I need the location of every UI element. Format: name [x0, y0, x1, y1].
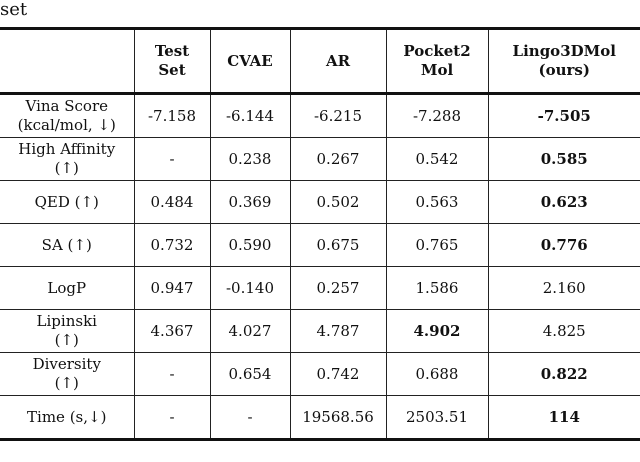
table-row: [0, 396, 640, 440]
value-cell: -7.288: [386, 94, 488, 138]
metric-name-line-1: Diversity: [32, 355, 101, 373]
value-cell: 0.947: [134, 267, 210, 310]
header-cell-ar: [290, 29, 386, 94]
value-cell: -: [134, 138, 210, 181]
value-cell: 0.654: [210, 353, 290, 396]
value-cell: 0.776: [488, 224, 640, 267]
metric-name-line-1: SA (↑): [41, 235, 92, 254]
value-cell: 0.623: [488, 181, 640, 224]
metric-name-cell: [0, 353, 134, 396]
metric-name-cell: [0, 181, 134, 224]
value-cell: 1.586: [386, 267, 488, 310]
value-cell: 0.257: [290, 267, 386, 310]
metric-name-cell: [0, 94, 134, 138]
header-label-line-1: AR: [325, 51, 351, 70]
value-cell: -6.144: [210, 94, 290, 138]
value-cell: 2503.51: [386, 396, 488, 440]
metric-name-cell: [0, 224, 134, 267]
table-body: [0, 94, 640, 440]
table-row: [0, 138, 640, 181]
header-label-line-1: CVAE: [227, 51, 273, 70]
metric-name-line-1: QED (↑): [34, 192, 99, 211]
metric-name-line-1: Vina Score: [25, 97, 108, 115]
metric-name-cell: [0, 396, 134, 440]
header-label-line-2: Set: [158, 61, 186, 79]
metric-name-cell: [0, 138, 134, 181]
value-cell: -0.140: [210, 267, 290, 310]
value-cell: 0.675: [290, 224, 386, 267]
value-cell: -: [134, 396, 210, 440]
metric-name-line-2: (kcal/mol, ↓): [17, 116, 116, 134]
value-cell: 4.902: [386, 310, 488, 353]
value-cell: 0.732: [134, 224, 210, 267]
value-cell: 4.825: [488, 310, 640, 353]
value-cell: 0.688: [386, 353, 488, 396]
metric-name-line-2: (↑): [54, 374, 79, 392]
value-cell: -: [134, 353, 210, 396]
value-cell: 0.542: [386, 138, 488, 181]
value-cell: 0.267: [290, 138, 386, 181]
value-cell: 0.742: [290, 353, 386, 396]
value-cell: -7.505: [488, 94, 640, 138]
value-cell: 114: [488, 396, 640, 440]
value-cell: -: [210, 396, 290, 440]
value-cell: 2.160: [488, 267, 640, 310]
value-cell: 0.369: [210, 181, 290, 224]
value-cell: -6.215: [290, 94, 386, 138]
results-table: [0, 27, 640, 441]
metric-name-line-2: (↑): [54, 159, 79, 177]
header-label-line-1: Lingo3DMol: [512, 42, 616, 60]
header-row: [0, 29, 640, 94]
value-cell: 0.484: [134, 181, 210, 224]
metric-name-line-1: Lipinski: [36, 312, 97, 330]
value-cell: 0.502: [290, 181, 386, 224]
header-cell-cvae: [210, 29, 290, 94]
metric-name-cell: [0, 310, 134, 353]
value-cell: 0.765: [386, 224, 488, 267]
table-row: [0, 267, 640, 310]
value-cell: -7.158: [134, 94, 210, 138]
value-cell: 0.585: [488, 138, 640, 181]
metric-name-cell: [0, 267, 134, 310]
header-label-line-1: Pocket2: [403, 42, 471, 60]
value-cell: 0.822: [488, 353, 640, 396]
value-cell: 0.590: [210, 224, 290, 267]
table-row: [0, 94, 640, 138]
value-cell: 0.563: [386, 181, 488, 224]
table-row: [0, 181, 640, 224]
metric-name-line-2: (↑): [54, 331, 79, 349]
header-cell-metric: [0, 29, 134, 94]
table-row: [0, 353, 640, 396]
header-label-line-2: (ours): [538, 61, 590, 79]
value-cell: 4.027: [210, 310, 290, 353]
header-label-line-2: Mol: [420, 61, 454, 79]
metric-name-line-1: LogP: [47, 278, 87, 297]
table-header: [0, 29, 640, 94]
value-cell: 19568.56: [290, 396, 386, 440]
header-cell-pocket2mol: [386, 29, 488, 94]
header-cell-test-set: [134, 29, 210, 94]
value-cell: 4.787: [290, 310, 386, 353]
metric-name-line-1: Time (s,↓): [27, 407, 107, 426]
value-cell: 0.238: [210, 138, 290, 181]
header-cell-lingo3dmol: [488, 29, 640, 94]
table-row: [0, 224, 640, 267]
table-row: [0, 310, 640, 353]
results-table-wrapper: [0, 27, 640, 441]
value-cell: 4.367: [134, 310, 210, 353]
header-label-line-1: Test: [154, 42, 190, 60]
metric-name-line-1: High Affinity: [18, 140, 116, 158]
caption-fragment: set: [0, 0, 28, 20]
